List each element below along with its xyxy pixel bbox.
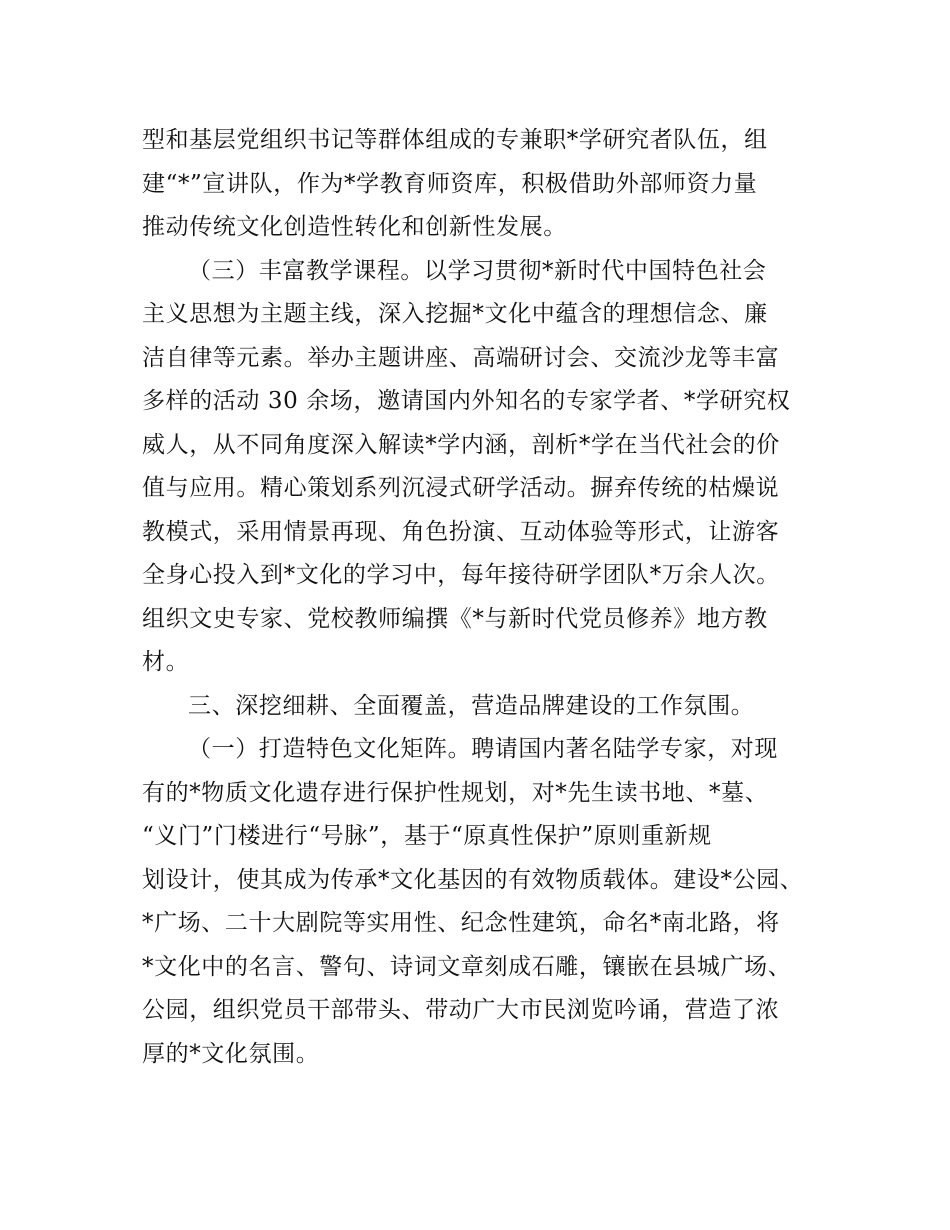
text-line: 推动传统文化创造性转化和创新性发展。 — [142, 214, 567, 240]
text-line: 洁自律等元素。举办主题讲座、高端研讨会、交流沙龙等丰富 — [142, 344, 780, 371]
text-line: 厚的*文化氛围。 — [142, 1040, 320, 1067]
paragraph-section-3-enrich-courses — [142, 250, 822, 685]
text-line: 威人，从不同角度深入解读*学内涵，剖析*学在当代社会的价 — [142, 431, 780, 458]
text-line: 值与应用。精心策划系列沉浸式研学活动。摒弃传统的枯燥说 — [142, 475, 780, 501]
text-line: （三）丰富教学课程。以学习贯彻*新时代中国特色社会 — [188, 257, 767, 284]
text-line: 建“*”宣讲队，作为*学教育师资库，积极借助外部师资力量 — [142, 170, 758, 197]
text-line: 全身心投入到*文化的学习中，每年接待研学团队*万余人次。 — [142, 562, 780, 588]
text-line: 材。 — [142, 649, 190, 675]
text-line: 划设计，使其成为传承*文化基因的有效物质载体。建设*公园、 — [142, 866, 804, 893]
paragraph-teachers-continued — [142, 119, 822, 250]
paragraph-section-1-cultural-matrix — [142, 728, 822, 1076]
text-line: 三、深挖细耕、全面覆盖，营造品牌建设的工作氛围。 — [188, 692, 755, 719]
text-line: 公园，组织党员干部带头、带动广大市民浏览吟诵，营造了浓 — [142, 997, 780, 1023]
section-heading-three — [142, 685, 822, 729]
text-line: *广场、二十大剧院等实用性、纪念性建筑，命名*南北路，将 — [142, 910, 780, 936]
text-line: 教模式，采用情景再现、角色扮演、互动体验等形式，让游客 — [142, 518, 780, 545]
text-line: “义门”门楼进行“号脉”，基于“原真性保护”原则重新规 — [142, 823, 712, 849]
text-line: 主义思想为主题主线，深入挖掘*文化中蕴含的理想信念、廉 — [142, 301, 768, 327]
text-line: 有的*物质文化遗存进行保护性规划，对*先生读书地、*墓、 — [142, 779, 769, 806]
text-line: *文化中的名言、警句、诗词文章刻成石雕，镶嵌在县城广场、 — [142, 953, 792, 980]
text-line: 多样的活动 30 余场，邀请国内外知名的专家学者、*学研究权 — [142, 388, 791, 414]
text-line: 组织文史专家、党校教师编撰《*与新时代党员修养》地方教 — [142, 605, 768, 632]
text-line: 型和基层党组织书记等群体组成的专兼职*学研究者队伍，组 — [142, 127, 768, 153]
text-line: （一）打造特色文化矩阵。聘请国内著名陆学专家，对现 — [188, 736, 778, 762]
document-body — [142, 119, 822, 1076]
